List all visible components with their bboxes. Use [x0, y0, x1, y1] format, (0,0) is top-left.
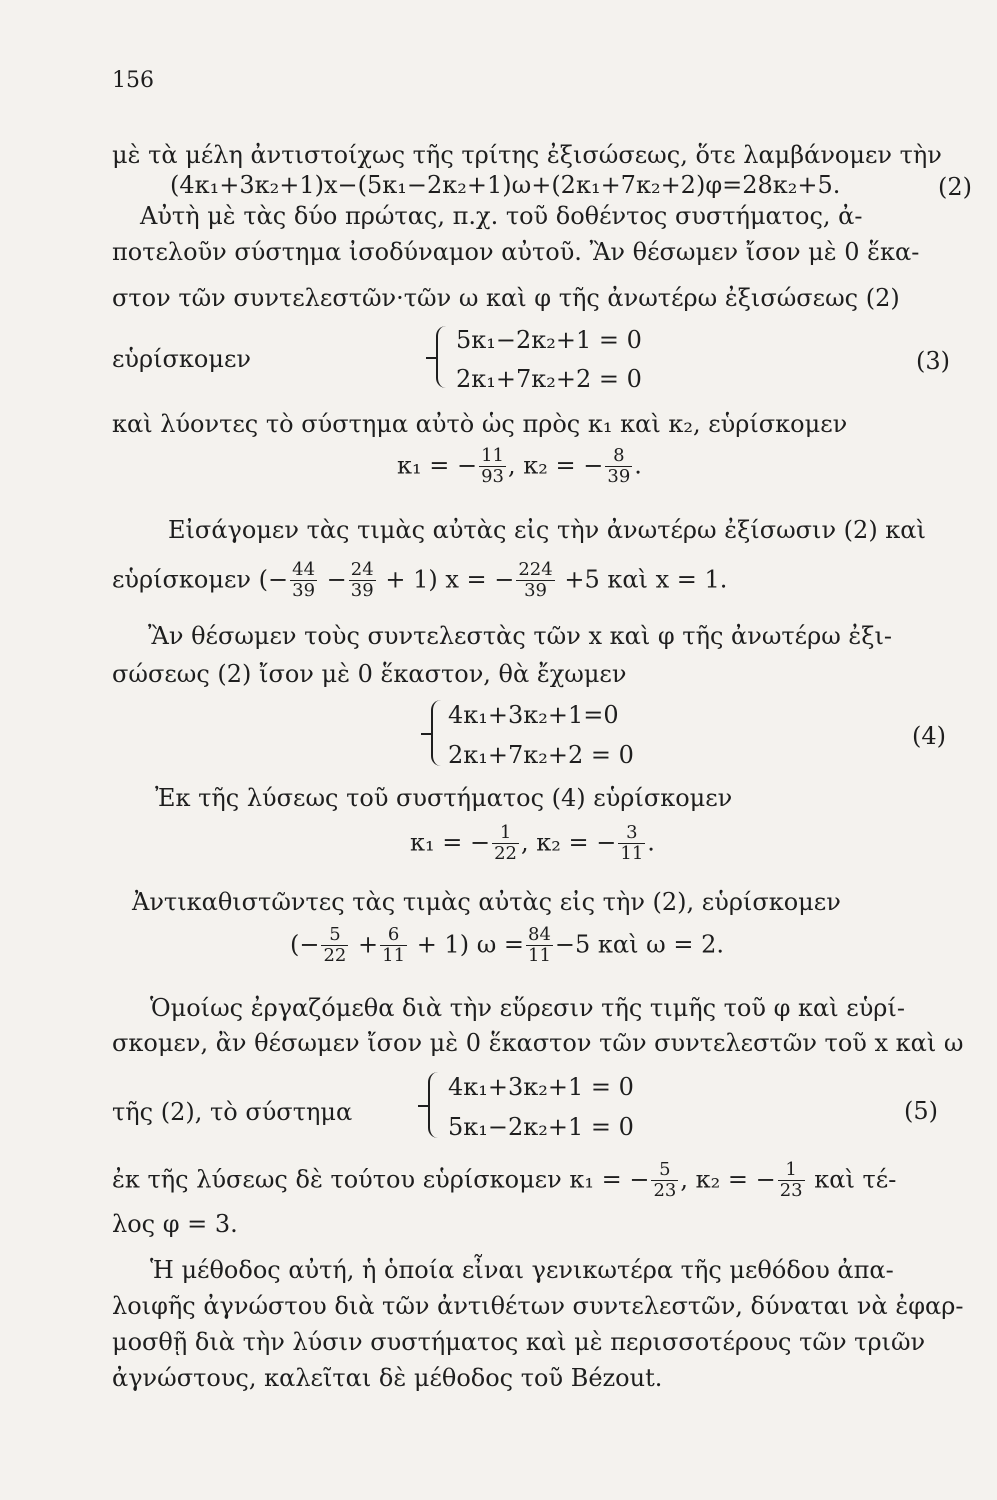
text-line: μὲ τὰ μέλη ἀντιστοίχως τῆς τρίτης ἐξισώσεως, ὅτε λαμβάνομεν τὴν — [112, 141, 942, 169]
denominator: 22 — [323, 944, 347, 966]
equation-2: (4κ₁+3κ₂+1)x−(5κ₁−2κ₂+1)ω+(2κ₁+7κ₂+2)φ=28κ₂+5. — [170, 171, 841, 199]
operator: + 1) x = − — [385, 565, 515, 594]
fraction — [526, 925, 553, 966]
operator: + 1) ω = — [416, 930, 524, 959]
left-brace — [431, 700, 443, 766]
fraction — [349, 560, 376, 601]
system-equation: 4κ₁+3κ₂+1=0 — [448, 701, 619, 729]
left-brace — [428, 1072, 440, 1138]
text-line: σώσεως (2) ἴσον μὲ 0 ἕκαστον, θὰ ἔχωμεν — [112, 660, 627, 688]
equation-omega — [290, 925, 724, 966]
denominator: 39 — [350, 579, 374, 601]
left-brace — [436, 326, 448, 388]
text-line: ποτελοῦν σύστημα ἰσοδύναμον αὐτοῦ. Ἂν θέσωμεν ἴσον μὲ 0 ἕκα- — [112, 238, 920, 266]
solution-line — [410, 823, 655, 864]
text-line: Αὐτὴ μὲ τὰς δύο πρώτας, π.χ. τοῦ δοθέντος συστήματος, ἀ- — [140, 202, 863, 230]
fraction — [778, 1160, 805, 1201]
text: καὶ τέ- — [814, 1165, 897, 1194]
fraction — [516, 560, 554, 601]
text-line: λοιφῆς ἀγνώστου διὰ τῶν ἀντιθέτων συντελεστῶν, δύναται νὰ ἐφαρ- — [112, 1292, 964, 1320]
fraction — [479, 446, 506, 487]
denominator: 11 — [382, 944, 406, 966]
numerator: 6 — [380, 925, 407, 946]
k1-label: κ₁ = − — [410, 828, 491, 857]
k1-label: κ₁ = − — [397, 451, 478, 480]
text-line: σκομεν, ἂν θέσωμεν ἴσον μὲ 0 ἕκαστον τῶν συντελεστῶν τοῦ x καὶ ω — [112, 1029, 964, 1057]
period: . — [634, 451, 642, 480]
system-equation: 2κ₁+7κ₂+2 = 0 — [456, 365, 642, 393]
label: εὑρίσκομεν — [112, 565, 251, 594]
k2-label: , κ₂ = − — [521, 828, 617, 857]
equation-number: (3) — [916, 347, 950, 375]
fraction — [380, 925, 407, 966]
paren: (− — [258, 565, 289, 594]
solution-line — [397, 446, 642, 487]
text-line: καὶ λύοντες τὸ σύστημα αὐτὸ ὡς πρὸς κ₁ καὶ κ₂, εὑρίσκομεν — [112, 410, 848, 438]
equation-number: (2) — [938, 173, 972, 201]
numerator: 1 — [778, 1160, 805, 1181]
text-line: Ἐκ τῆς λύσεως τοῦ συστήματος (4) εὑρίσκομεν — [155, 784, 733, 812]
system-equation: 2κ₁+7κ₂+2 = 0 — [448, 741, 634, 769]
numerator: 11 — [481, 445, 505, 466]
text-line: Ἡ μέθοδος αὐτή, ἡ ὁποία εἶναι γενικωτέρα τῆς μεθόδου ἀπα- — [150, 1256, 894, 1284]
equation-x — [112, 560, 727, 601]
text-line: Εἰσάγομεν τὰς τιμὰς αὐτὰς εἰς τὴν ἀνωτέρω ἐξίσωσιν (2) καὶ — [168, 516, 926, 544]
equation-number: (5) — [904, 1097, 938, 1125]
numerator: 3 — [618, 823, 645, 844]
operator: + — [358, 930, 379, 959]
denominator: 11 — [620, 842, 644, 864]
k2-label: , κ₂ = − — [508, 451, 604, 480]
text-line: Ἂν θέσωμεν τοὺς συντελεστὰς τῶν x καὶ φ τῆς ἀνωτέρω ἐξι- — [148, 622, 893, 650]
denominator: 39 — [607, 465, 631, 487]
tail: +5 καὶ x = 1. — [564, 565, 728, 594]
fraction — [492, 823, 519, 864]
text-line: εὑρίσκομεν — [112, 345, 251, 373]
denominator: 23 — [653, 1179, 677, 1201]
text-line: στον τῶν συντελεστῶν·τῶν ω καὶ φ τῆς ἀνωτέρω ἐξισώσεως (2) — [112, 284, 900, 312]
fraction — [290, 560, 317, 601]
system-equation: 5κ₁−2κ₂+1 = 0 — [448, 1113, 634, 1141]
tail: −5 καὶ ω = 2. — [554, 930, 724, 959]
system-equation: 5κ₁−2κ₂+1 = 0 — [456, 326, 642, 354]
numerator: 5 — [651, 1160, 678, 1181]
text: ἐκ τῆς λύσεως δὲ τούτου εὑρίσκομεν κ₁ = − — [112, 1165, 650, 1194]
denominator: 11 — [528, 944, 551, 966]
solution-line — [112, 1160, 896, 1201]
denominator: 22 — [494, 842, 518, 864]
numerator: 8 — [605, 446, 632, 467]
text: , κ₂ = − — [680, 1165, 776, 1194]
page-number: 156 — [112, 68, 154, 93]
denominator: 39 — [292, 579, 316, 601]
numerator: 24 — [350, 559, 374, 580]
period: . — [647, 828, 655, 857]
numerator: 1 — [492, 823, 519, 844]
system-equation: 4κ₁+3κ₂+1 = 0 — [448, 1073, 634, 1101]
numerator: 44 — [292, 559, 316, 580]
equation-number: (4) — [912, 722, 946, 750]
text-line: Ὁμοίως ἐργαζόμεθα διὰ τὴν εὕρεσιν τῆς τιμῆς τοῦ φ καὶ εὑρί- — [150, 994, 905, 1022]
fraction — [321, 925, 348, 966]
text-line: ἀγνώστους, καλεῖται δὲ μέθοδος τοῦ Bézout. — [112, 1364, 663, 1392]
text-line: Ἀντικαθιστῶντες τὰς τιμὰς αὐτὰς εἰς τὴν (2), εὑρίσκομεν — [132, 888, 841, 916]
fraction — [618, 823, 645, 864]
fraction — [605, 446, 632, 487]
text-line: μοσθῇ διὰ τὴν λύσιν συστήματος καὶ μὲ περισσοτέρους τῶν τριῶν — [112, 1328, 926, 1356]
numerator: 224 — [518, 559, 553, 580]
fraction — [651, 1160, 678, 1201]
text-line: λος φ = 3. — [112, 1210, 238, 1238]
text-line: τῆς (2), τὸ σύστημα — [112, 1098, 353, 1126]
numerator: 84 — [528, 924, 551, 945]
denominator: 39 — [524, 579, 547, 601]
numerator: 5 — [321, 925, 348, 946]
denominator: 23 — [779, 1179, 803, 1201]
paren: (− — [290, 930, 320, 959]
operator: − — [326, 565, 347, 594]
denominator: 93 — [481, 465, 505, 487]
